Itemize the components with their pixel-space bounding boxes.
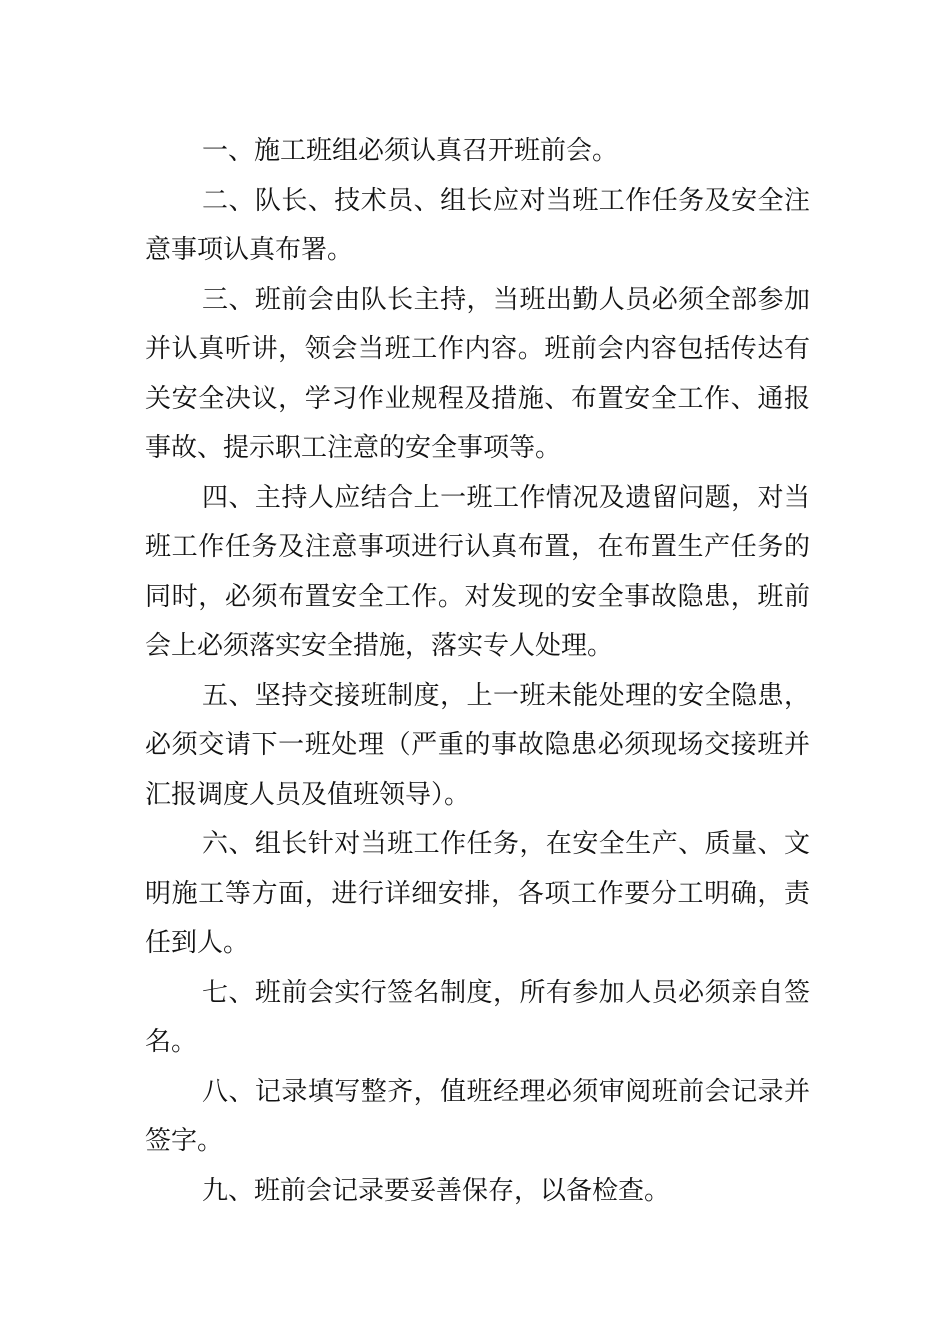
rule-paragraph-5: 五、坚持交接班制度，上一班未能处理的安全隐患，必须交请下一班处理（严重的事故隐患必须现场交接班并汇报调度人员及值班领导）。 [145,680,810,810]
rule-paragraph-2: 二、队长、技术员、组长应对当班工作任务及安全注意事项认真布署。 [145,185,810,265]
rule-paragraph-9: 九、班前会记录要妥善保存，以备检查。 [202,1175,671,1206]
rule-paragraph-3: 三、班前会由队长主持，当班出勤人员必须全部参加并认真听讲，领会当班工作内容。班前会内容包括传达有关安全决议，学习作业规程及措施、布置安全工作、通报事故、提示职工注意的安全事项等。 [145,284,810,463]
rule-paragraph-4: 四、主持人应结合上一班工作情况及遗留问题，对当班工作任务及注意事项进行认真布置，在布置生产任务的同时，必须布置安全工作。对发现的安全事故隐患，班前会上必须落实安全措施，落实专人处理。 [145,482,810,661]
rule-paragraph-6: 六、组长针对当班工作任务，在安全生产、质量、文明施工等方面，进行详细安排，各项工作要分工明确，责任到人。 [145,829,810,958]
rule-paragraph-8: 八、记录填写整齐，值班经理必须审阅班前会记录并签字。 [145,1076,810,1156]
rule-paragraph-1: 一、施工班组必须认真召开班前会。 [202,136,619,166]
document-body [145,127,810,1216]
rule-paragraph-7: 七、班前会实行签名制度，所有参加人员必须亲自签名。 [145,977,810,1057]
